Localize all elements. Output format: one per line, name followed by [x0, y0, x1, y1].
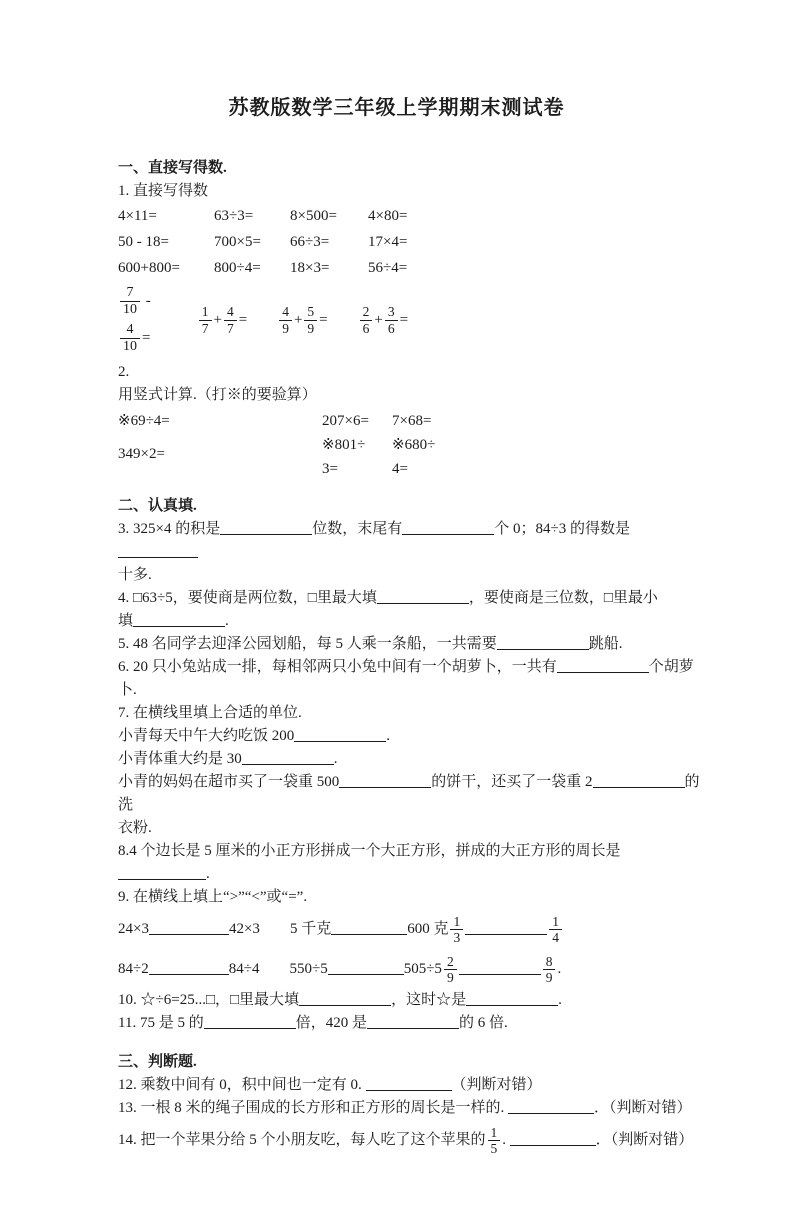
fraction-denominator: 7 [199, 320, 212, 337]
text: ．（判断对错） [595, 1132, 694, 1148]
text: 550÷5 [289, 961, 328, 977]
text: 600 克 [407, 921, 449, 937]
answer-blank [242, 750, 334, 765]
text: . [225, 613, 229, 629]
fraction-denominator: 10 [120, 301, 140, 318]
text: ．（判断对错） [594, 1100, 692, 1116]
text: 小青的妈妈在超市买了一袋重 500 [118, 774, 340, 790]
expression: 800÷4= [214, 260, 261, 276]
fraction-numerator: 1 [201, 304, 209, 320]
text: . [558, 992, 562, 1008]
q14 [118, 1120, 703, 1160]
text: 倍，420 是 [295, 1015, 367, 1031]
text: 5. 48 名同学去迎泽公园划船，每 5 人乘一条船，一共需要 [118, 636, 497, 652]
answer-blank [367, 1014, 459, 1029]
document-body [0, 157, 793, 1160]
fraction [444, 954, 457, 986]
expression: 3= [322, 461, 338, 477]
expression: 50 - 18= [118, 234, 169, 250]
answer-blank [510, 1131, 596, 1146]
fraction-numerator: 5 [307, 304, 315, 320]
text: 7. 在横线里填上合适的单位. [118, 705, 302, 721]
q7-b [118, 748, 703, 771]
fraction-addition-row [197, 302, 408, 339]
answer-blank [331, 920, 407, 935]
q2-problems [118, 409, 703, 481]
fraction [360, 304, 373, 336]
text: 填 [118, 613, 134, 629]
fraction [385, 304, 398, 336]
text: 4. □63÷5，要使商是两位数，□里最大填 [118, 590, 377, 606]
q7-d [118, 817, 703, 840]
q2-instruction [118, 384, 703, 407]
q9-row-2 [118, 949, 703, 989]
answer-blank [557, 658, 649, 673]
answer-blank [133, 612, 225, 627]
fraction-numerator: 4 [226, 304, 234, 320]
fraction-numerator: 7 [126, 284, 134, 300]
fraction-numerator: 1 [453, 913, 461, 929]
text: 8.4 个边长是 5 厘米的小正方形拼成一个大正方形，拼成的大正方形的周长是 [118, 843, 621, 859]
answer-blank [459, 960, 541, 975]
answer-blank [366, 1076, 452, 1091]
fraction [304, 304, 317, 336]
text: 5 千克 [289, 921, 332, 937]
text: 二、认真填. [118, 498, 197, 514]
q12 [118, 1074, 703, 1097]
q3-line-1 [118, 518, 703, 564]
q1-row-1 [118, 203, 703, 229]
text: 一、直接写得数. [118, 160, 227, 176]
text: 3. 325×4 的积是 [118, 521, 221, 537]
spacer [260, 932, 290, 933]
expression: ※69÷4= [118, 413, 170, 429]
q1-label [118, 180, 703, 203]
answer-blank [118, 865, 206, 880]
fraction-numerator: 4 [282, 304, 289, 320]
text: + [213, 311, 222, 328]
q4-line-1 [118, 587, 703, 610]
answer-blank [466, 991, 558, 1006]
text: 位数，末尾有 [312, 521, 403, 537]
expression: 17×4= [368, 234, 408, 250]
fraction-line-2 [118, 320, 151, 357]
spacer [247, 323, 277, 324]
text: 十多. [118, 567, 152, 583]
expression: ※801÷ [322, 437, 366, 453]
text: 42×3 [228, 921, 260, 937]
answer-blank [339, 773, 431, 788]
answer-blank [204, 1014, 296, 1029]
q13 [118, 1097, 703, 1120]
q7-a [118, 725, 703, 748]
expression: 4×11= [118, 208, 157, 224]
text: 三、判断题. [118, 1054, 197, 1070]
q5 [118, 633, 703, 656]
test-paper-page [0, 95, 793, 1217]
text: 用竖式计算.（打※的要验算） [118, 387, 317, 403]
fraction-denominator: 10 [120, 338, 140, 355]
text: . [333, 751, 338, 767]
expression: 700×5= [214, 234, 261, 250]
text: . [386, 728, 391, 744]
expression: 66÷3= [290, 234, 330, 250]
q9-row-1 [118, 909, 703, 949]
expression: 56÷4= [368, 260, 408, 276]
text: 24×3 [118, 921, 149, 937]
q3-line-2 [118, 564, 703, 587]
text: . [206, 866, 210, 882]
fraction [120, 322, 140, 355]
fraction-denominator: 9 [543, 969, 556, 986]
text: 1. 直接写得数 [118, 183, 209, 199]
fraction [488, 1125, 501, 1157]
fraction [199, 304, 212, 336]
text: 11. 75 是 5 的 [118, 1015, 204, 1031]
fraction [224, 304, 237, 336]
text: 小青每天中午大约吃饭 200 [118, 728, 295, 744]
text: 14. 把一个苹果分给 5 个小朋友吃，每人吃了这个苹果的 [118, 1132, 486, 1148]
fraction [279, 304, 292, 336]
text: ，这时☆是 [391, 992, 467, 1008]
text: . [502, 1132, 510, 1148]
text: 13. 一根 8 米的绳子围成的长方形和正方形的周长是一样的. [118, 1100, 509, 1116]
text: ，要使商是三位数，□里最小 [468, 590, 658, 606]
expression: 63÷3= [214, 208, 254, 224]
text: 个胡萝卜. [118, 659, 694, 698]
q1-row-2 [118, 229, 703, 255]
q11 [118, 1012, 703, 1035]
fraction-denominator: 6 [360, 320, 373, 337]
fraction-numerator: 1 [490, 1124, 498, 1140]
fraction-numerator: 4 [126, 321, 134, 337]
fraction [120, 285, 140, 318]
fraction-denominator: 3 [450, 929, 463, 946]
text: = [142, 330, 151, 346]
fraction [543, 954, 556, 986]
expression: 600+800= [118, 260, 180, 276]
text: （判断对错） [451, 1077, 542, 1093]
fraction [549, 914, 562, 946]
q8 [118, 840, 703, 886]
text: + [293, 311, 303, 328]
answer-blank [508, 1099, 594, 1114]
text: 84÷2 [118, 961, 149, 977]
text: 个 0；84÷3 的得数是 [494, 521, 630, 537]
vertical-calc-left-column [118, 409, 322, 481]
q7 [118, 702, 703, 725]
text: 6. 20 只小兔站成一排，每相邻两只小兔中间有一个胡萝卜，一共有 [118, 659, 557, 675]
text: 84÷4 [228, 961, 260, 977]
q1-fraction-problems [118, 283, 703, 357]
expression: 18×3= [290, 260, 330, 276]
answer-blank [149, 920, 229, 935]
expression: 8×500= [290, 208, 337, 224]
fraction-line-1 [118, 283, 151, 320]
q2-number [118, 361, 703, 384]
expression: 349×2= [118, 446, 165, 462]
expression: 207×6= [322, 413, 369, 429]
q10 [118, 989, 703, 1012]
text: - [142, 293, 151, 309]
expression: 4×80= [368, 208, 408, 224]
stacked-fraction-problem [118, 283, 151, 357]
fraction-denominator: 9 [444, 969, 457, 986]
text: 12. 乘数中间有 0，积中间也一定有 0. [118, 1077, 366, 1093]
expression-row [322, 457, 435, 481]
text: 10. ☆÷6=25...□，□里最大填 [118, 992, 300, 1008]
answer-blank [402, 520, 494, 535]
vertical-calc-right-columns [322, 409, 435, 481]
answer-blank [299, 991, 391, 1006]
document-title: 苏教版数学三年级上学期期末测试卷 [228, 97, 565, 119]
answer-blank [328, 960, 404, 975]
section-3-heading [118, 1051, 703, 1074]
text: 的洗 [118, 774, 700, 813]
expression-row [322, 409, 435, 433]
expression: 4= [392, 461, 408, 477]
fraction-numerator: 3 [387, 304, 395, 320]
section-gap-2 [118, 1035, 703, 1047]
expression-row [322, 433, 435, 457]
text: 的 6 倍. [458, 1015, 508, 1031]
section-1-heading [118, 157, 703, 180]
expression: ※680÷ [392, 437, 436, 453]
spacer [259, 972, 289, 973]
answer-blank [220, 520, 312, 535]
text: . [557, 961, 562, 977]
fraction-numerator: 2 [446, 953, 454, 969]
answer-blank [294, 727, 386, 742]
q6 [118, 656, 703, 702]
text: 505÷5 [403, 961, 442, 977]
fraction-numerator: 1 [552, 913, 559, 929]
fraction-numerator: 8 [545, 953, 553, 969]
answer-blank [377, 589, 469, 604]
fraction-denominator: 9 [279, 320, 292, 337]
text: 9. 在横线上填上“>”“<”或“=”. [118, 889, 308, 905]
answer-blank [593, 773, 685, 788]
section-2-heading [118, 495, 703, 518]
fraction-denominator: 7 [224, 320, 237, 337]
fraction [450, 914, 463, 946]
answer-blank [497, 635, 589, 650]
text: 的饼干，还买了一袋重 2 [431, 774, 593, 790]
fraction-denominator: 5 [488, 1140, 501, 1157]
text: 衣粉. [118, 820, 152, 836]
text: = [319, 311, 328, 328]
answer-blank [149, 960, 229, 975]
text: 2. [118, 364, 130, 380]
q1-row-3 [118, 255, 703, 281]
fraction-numerator: 2 [362, 304, 370, 320]
text: = [399, 311, 409, 328]
fraction-denominator: 6 [385, 320, 398, 337]
fraction-denominator: 9 [304, 320, 317, 337]
spacer [328, 323, 358, 324]
fraction-denominator: 4 [549, 929, 562, 946]
section-gap-1 [118, 481, 703, 491]
q7-c [118, 771, 703, 817]
expression: 7×68= [392, 413, 432, 429]
q9 [118, 886, 703, 909]
q4-line-2 [118, 610, 703, 633]
answer-blank [118, 543, 198, 558]
text: 小青体重大约是 30 [118, 751, 242, 767]
text: + [374, 311, 383, 328]
text: 跳船. [588, 636, 623, 652]
text: = [238, 311, 248, 328]
answer-blank [465, 920, 547, 935]
